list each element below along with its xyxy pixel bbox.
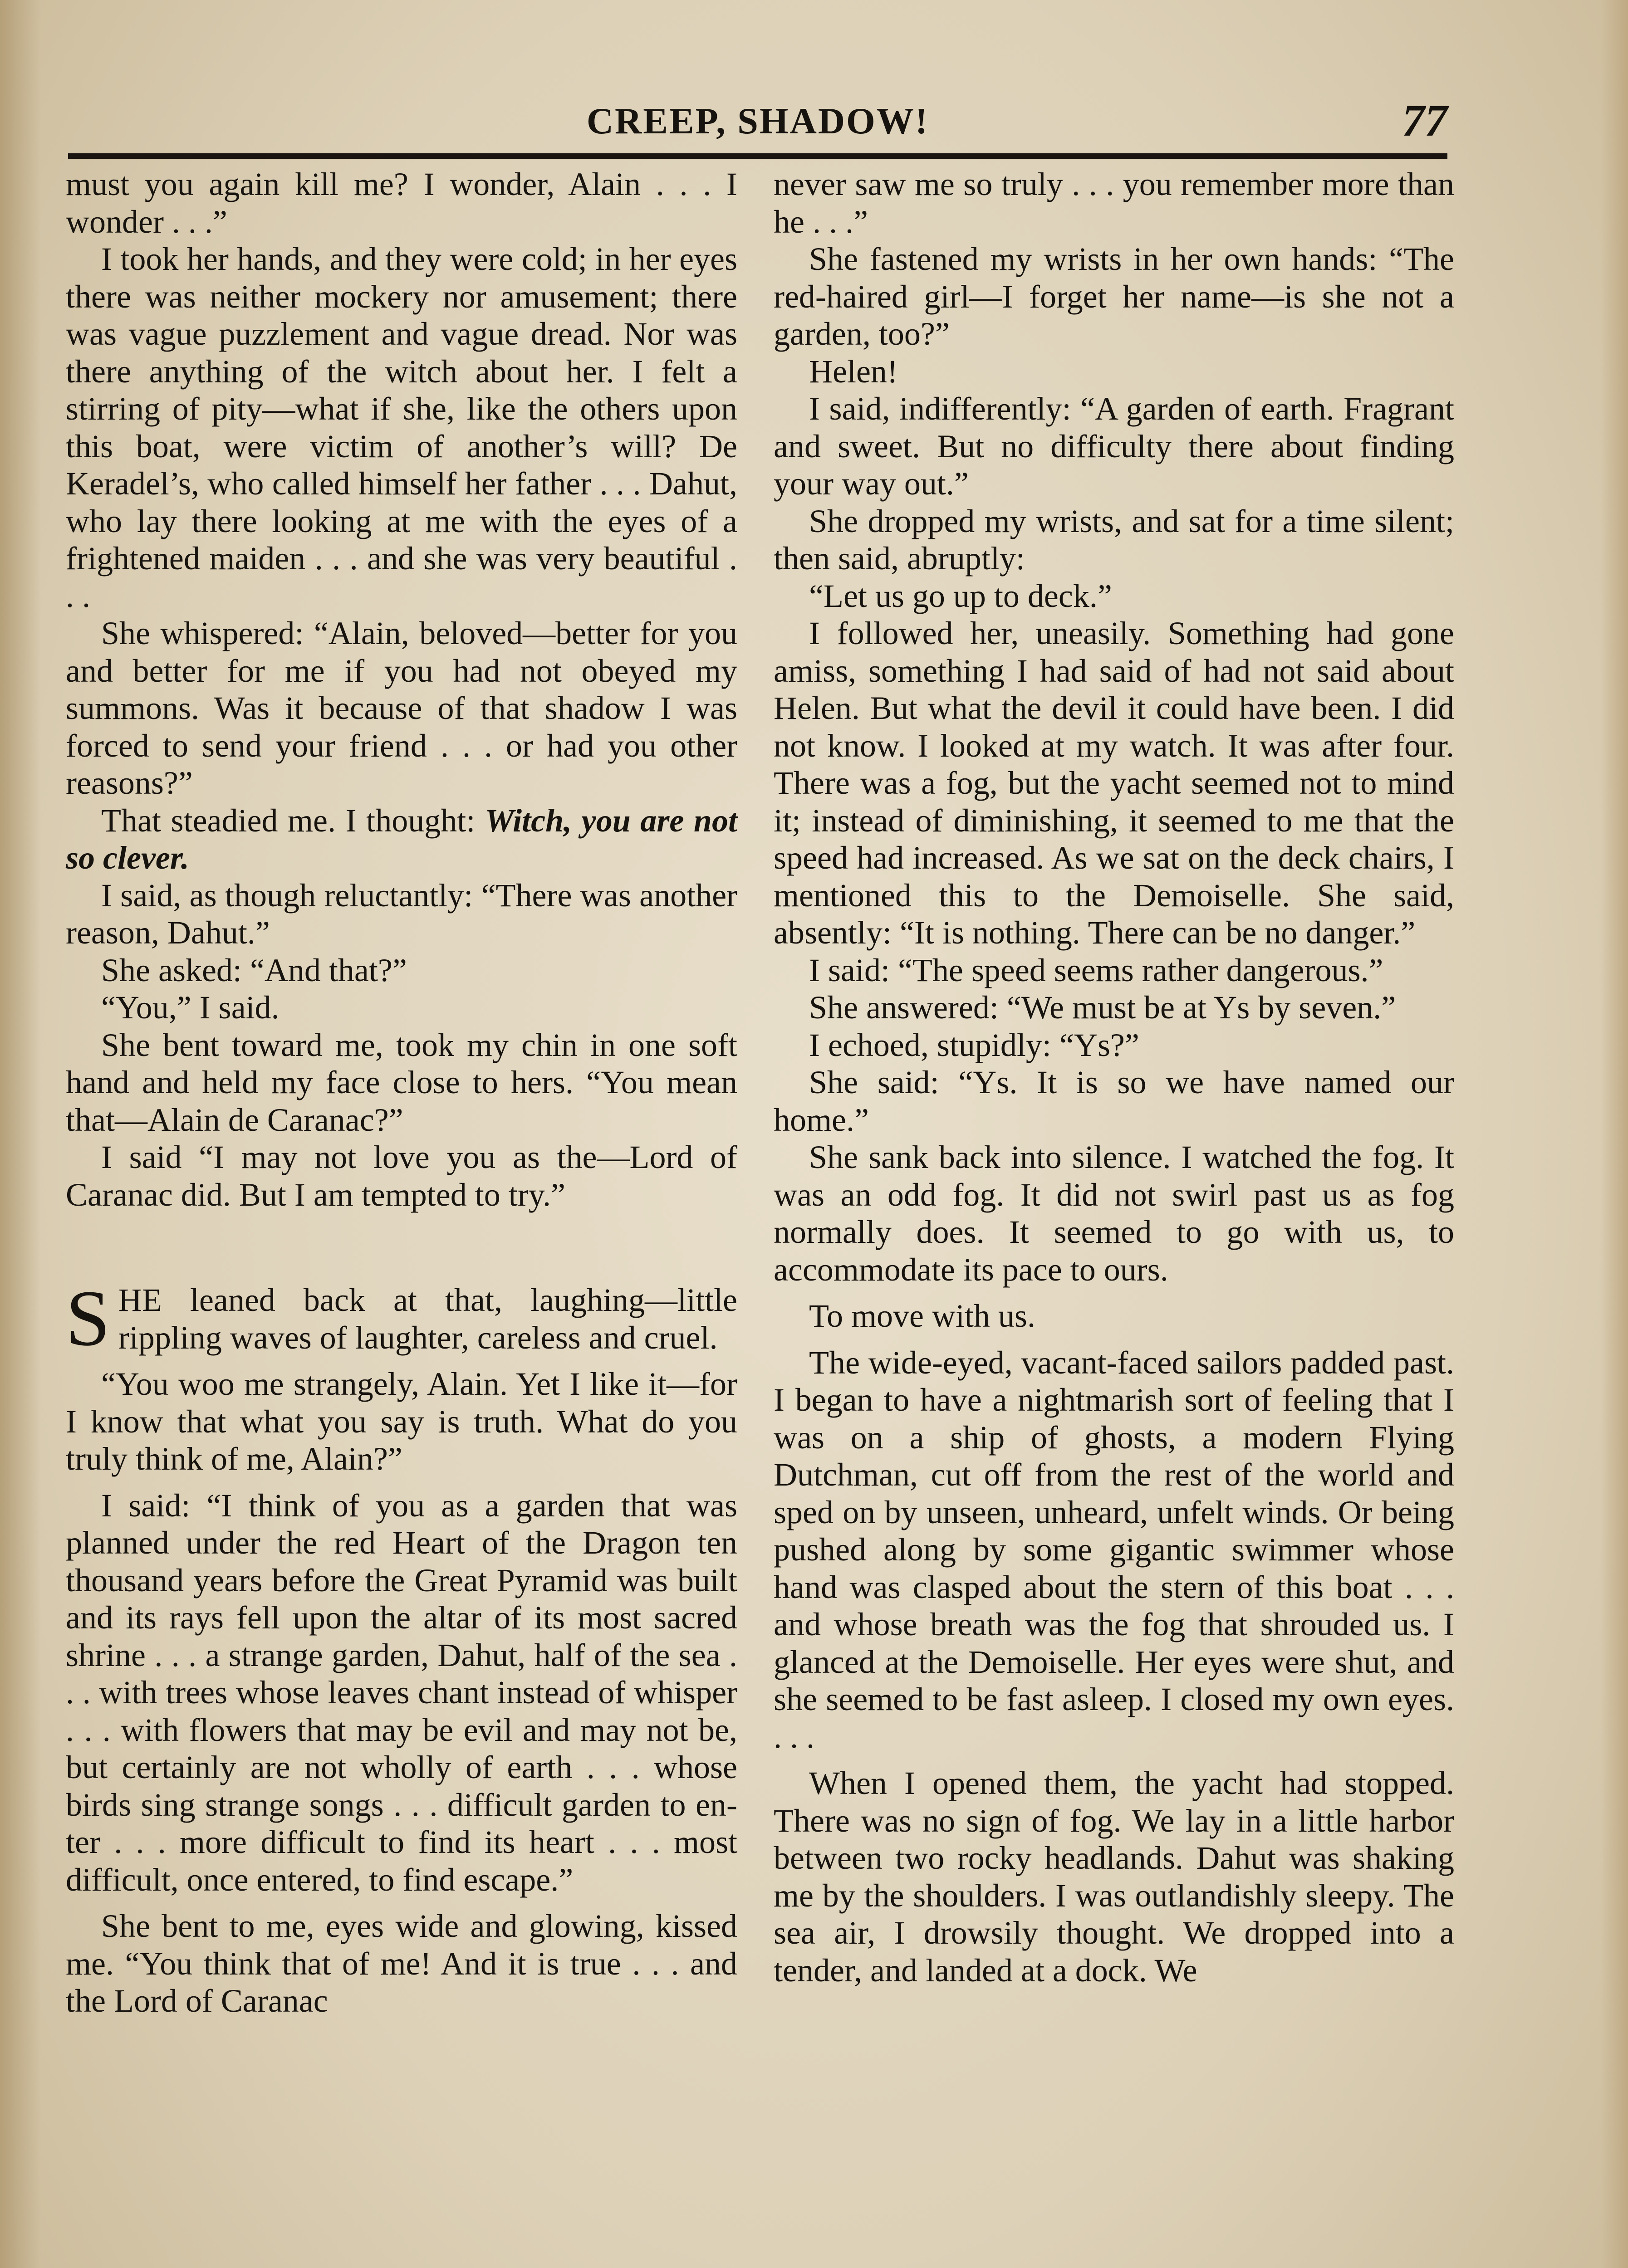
paragraph: She said: “Ys. It is so we have named our home.” <box>774 1064 1454 1138</box>
paragraph: She fastened my wrists in her own hands: “The red-haired girl—I forget her name—is she not a garden, too?” <box>774 241 1454 352</box>
paragraph: “Let us go up to deck.” <box>809 577 1112 614</box>
page-number: 77 <box>1402 95 1447 146</box>
drop-cap: S <box>66 1274 110 1363</box>
paragraph: I said, indifferently: “A garden of earth. Fragrant and sweet. But no difficulty there about finding your way out.” <box>774 391 1454 502</box>
paragraph: She bent to me, eyes wide and glowing, kissed me. “You think that of me! And it is true . . . and the Lord of Caranac <box>66 1908 737 2019</box>
left-column <box>66 166 737 2020</box>
paragraph: “You,” I said. <box>101 989 280 1026</box>
paragraph: She asked: “And that?” <box>101 952 407 988</box>
paragraph: “You woo me strangely, Alain. Yet I like it—for I know that what you say is truth. What do you truly think of me, Alain?” <box>66 1366 737 1477</box>
paragraph: When I opened them, the yacht had stopped. There was no sign of fog. We lay in a little harbor between two rocky headlands. Dahut was shaking me by the shoulders. I was outlandishly sleepy. The sea air, I drowsily thought. We dropped into a tender, and landed at a dock. We <box>774 1765 1454 1989</box>
paragraph: Helen! <box>809 353 898 390</box>
paragraph-text: HE leaned back at that, laughing—little rippling waves of laughter, careless and cruel. <box>118 1282 737 1356</box>
paragraph-text: That steadied me. I thought: <box>101 802 485 839</box>
paragraph: must you again kill me? I wonder, Alain . . . I wonder . . .” <box>66 166 737 240</box>
paragraph: The wide-eyed, vacant-faced sailors padded past. I began to have a nightmarish sort of feeling that I was on a ship of ghosts, a modern Flying Dutchman, cut off from the rest of the world and sped on by unseen, unheard, unfelt winds. Or being pushed along by some gigantic swimmer whose hand was clasped about the stern of this boat . . . and whose breath was the fog that shrouded us. I glanced at the Demoiselle. Her eyes were shut, and she seemed to be fast asleep. I closed my own eyes. . . . <box>774 1344 1454 1755</box>
paragraph: I followed her, uneasily. Something had gone amiss, something I had said of had not said about Helen. But what the devil it could have been. I did not know. I looked at my watch. It was after four. There was a fog, but the yacht seemed not to mind it; instead of diminishing, it seemed to me that the speed had increased. As we sat on the deck chairs, I mentioned this to the Demoiselle. She said, absently: “It is nothing. There can be no danger.” <box>774 615 1454 951</box>
paragraph: She bent toward me, took my chin in one soft hand and held my face close to hers. “You mean that—Alain de Caranac?” <box>66 1026 737 1138</box>
paragraph: never saw me so truly . . . you remember more than he . . .” <box>774 166 1454 240</box>
paragraph: I said “I may not love you as the—Lord of Caranac did. But I am tempted to try.” <box>66 1139 737 1213</box>
running-title: CREEP, SHADOW! <box>586 100 929 142</box>
paragraph: I said: “The speed seems rather dangerous.” <box>809 952 1383 988</box>
paragraph: I took her hands, and they were cold; in her eyes there was neither mockery nor amusement; there was vague puzzlement and vague dread. Nor was there anything of the witch about her. I felt a stirring of pity—what if she, like the others upon this boat, were victim of another’s will? De Keradel’s, who called himself her father . . . Dahut, who lay there looking at me with the eyes of a frightened maiden . . . and she was very beautiful . . . <box>66 241 737 614</box>
paragraph <box>66 802 737 877</box>
running-head <box>68 95 1447 154</box>
paragraph: I echoed, stupidly: “Ys?” <box>809 1026 1139 1063</box>
section-opening-paragraph <box>66 1274 737 1363</box>
paragraph: I said, as though reluctantly: “There was another reason, Dahut.” <box>66 877 737 951</box>
right-column <box>774 166 1454 1989</box>
paragraph: I said: “I think of you as a garden that was planned under the red Heart of the Dragon ten thousand years before the Great Pyramid was built and its rays fell upon the altar of its most sacred shrine . . . a strange garden, Dahut, half of the sea . . . with trees whose leaves chant instead of whisper . . . with flowers that may be evil and may not be, but certainly are not wholly of earth . . . whose birds sing strange songs . . . difficult garden to enter . . . more difficult to find its heart . . . most difficult, once entered, to find escape.” <box>66 1487 737 1898</box>
header-rule <box>68 153 1447 159</box>
paragraph: She whispered: “Alain, beloved—better for you and better for me if you had not obeyed my summons. Was it because of that shadow I was forced to send your friend . . . or had you other reasons?” <box>66 615 737 801</box>
paragraph: She sank back into silence. I watched the fog. It was an odd fog. It did not swirl past us as fog normally does. It seemed to go with us, to accommodate its pace to ours. <box>774 1139 1454 1288</box>
italic-thought: Witch, you are not so clever. <box>66 802 737 876</box>
paragraph: She dropped my wrists, and sat for a time silent; then said, abruptly: <box>774 503 1454 577</box>
paragraph: She answered: “We must be at Ys by seven.” <box>809 989 1396 1026</box>
paragraph: To move with us. <box>809 1298 1035 1334</box>
